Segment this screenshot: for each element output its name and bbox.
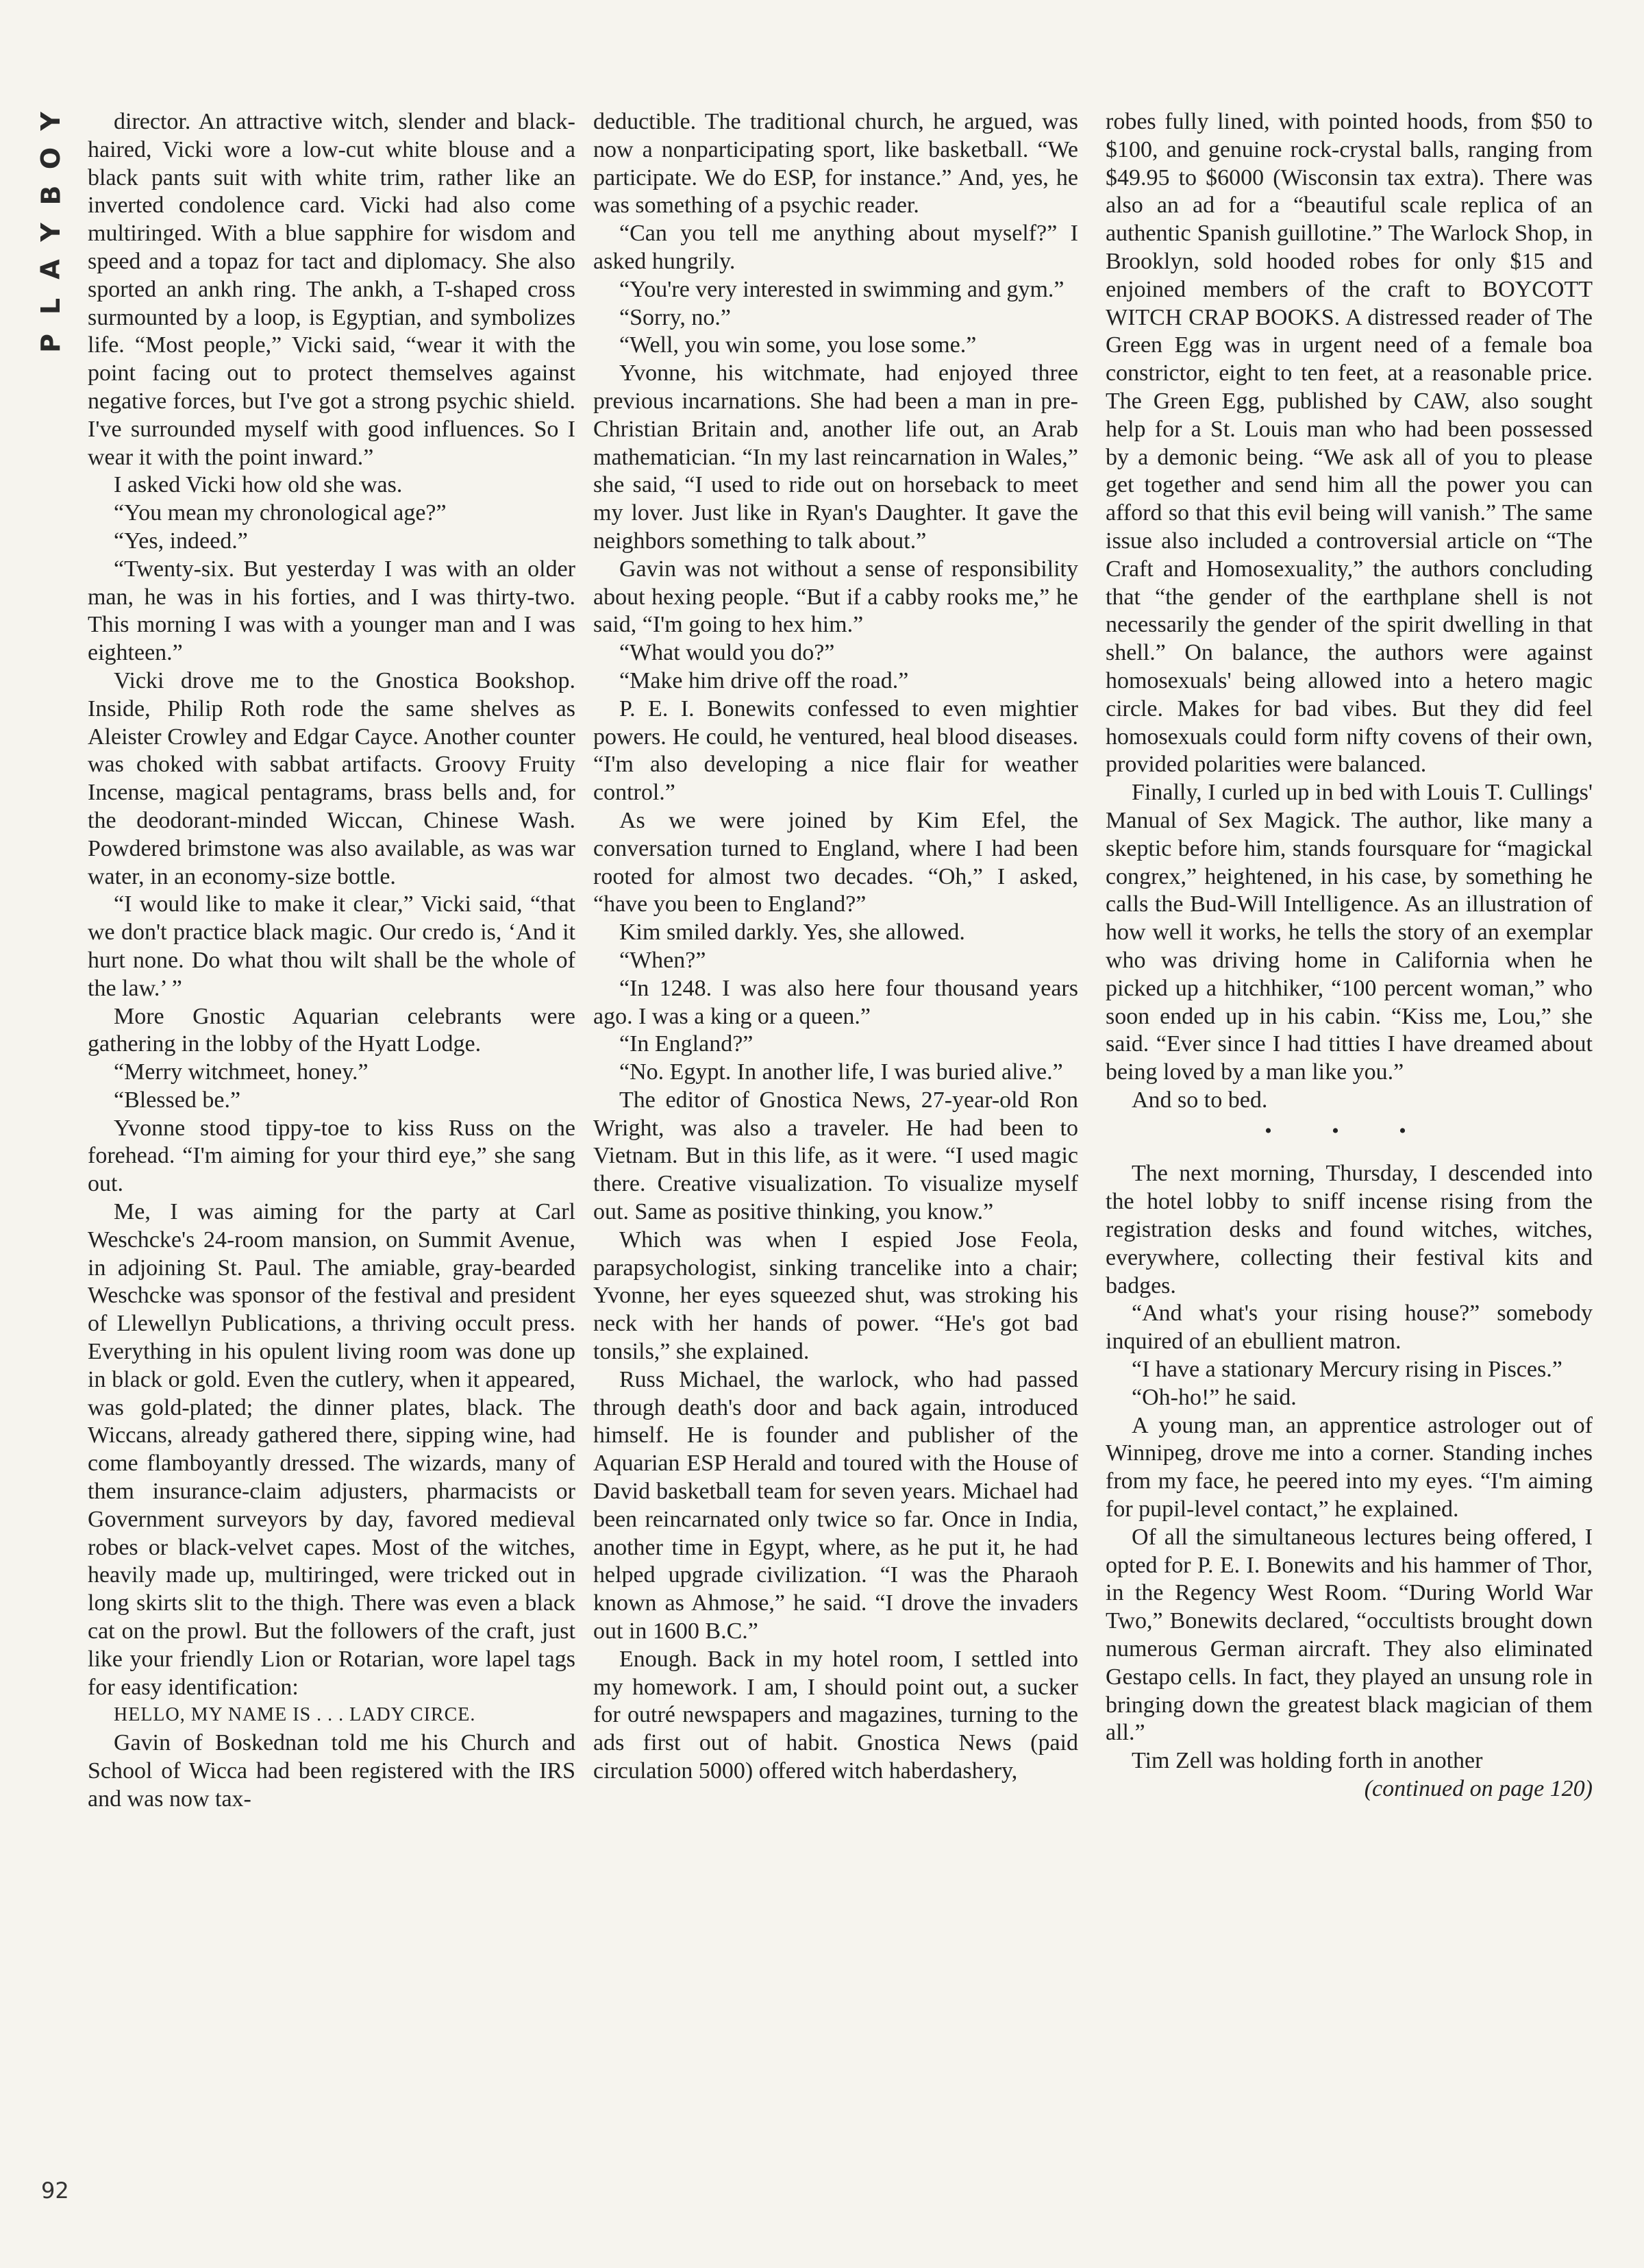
paragraph: “And what's your rising house?” somebody inquired of an ebullient matron. <box>1106 1301 1593 1355</box>
paragraph: director. An attractive witch, slender and black-haired, Vicki wore a low-cut white blouse and a black pants suit with white trim, rather like an inverted condolence card. Vicki had also come multiringed. With a blue sapphire for wisdom and speed and a topaz for tact and diplomacy. She also sported an ankh ring. The ankh, a T-shaped cross surmounted by a loop, is Egyptian, and symbolizes life. “Most people,” Vicki said, “wear it with the point facing out to protect themselves against negative forces, but I've got a strong psychic shield. I've surrounded myself with good influences. So I wear it with the point inward.” <box>88 109 575 470</box>
paragraph: “You mean my chronological age?” <box>114 500 447 526</box>
paragraph: “When?” <box>619 947 706 973</box>
paragraph: Yvonne, his witchmate, had enjoyed three previous incarnations. She had been a man in pre-Christian Britain and, another life out, an Arab mathematician. “In my last reincarnation in Wales,” she said, “I used to ride out on horseback to meet my lover. Just like in Ryan's Daughter. It gave the neighbors something to talk about.” <box>593 360 1078 554</box>
paragraph: Finally, I curled up in bed with Louis T. Cullings' Manual of Sex Magick. The author, like many a skeptic before him, stands foursquare for “magickal congrex,” heightened, in his case, by something he calls the Bud-Will Intelligence. As an illustration of how well it works, he tells the story of an exemplar who was driving home in California when he picked up a hitchhiker, “100 percent woman,” who soon ended up in his cabin. “Kiss me, Lou,” she said. “Ever since I had titties I have dreamed about being loved by a man like you.” <box>1106 780 1593 1085</box>
continued-note: (continued on page 120) <box>1364 1776 1593 1802</box>
paragraph: “Can you tell me anything about myself?” I asked hungrily. <box>593 221 1078 274</box>
section-break: • • • <box>1265 1119 1434 1142</box>
paragraph: More Gnostic Aquarian celebrants were gathering in the lobby of the Hyatt Lodge. <box>88 1003 575 1057</box>
paragraph: I asked Vicki how old she was. <box>114 472 403 498</box>
paragraph: Of all the simultaneous lectures being offered, I opted for P. E. I. Bonewits and his hammer of Thor, in the Regency West Room. “During World War Two,” Bonewits declared, “occultists brought down numerous German aircraft. They also eliminated Gestapo cells. In fact, they played an unsung role in bringing down the greatest black magician of them all.” <box>1106 1524 1593 1746</box>
paragraph: “In 1248. I was also here four thousand years ago. I was a king or a queen.” <box>593 975 1078 1029</box>
paragraph: “In England?” <box>619 1031 754 1057</box>
paragraph: And so to bed. <box>1132 1087 1268 1113</box>
paragraph: Tim Zell was holding forth in another <box>1132 1748 1483 1774</box>
paragraph: Russ Michael, the warlock, who had passed through death's door and back again, introduced himself. He is founder and publisher of the Aquarian ESP Herald and toured with the House of David basketball team for seven years. Michael had been reincarnated only twice so far. Once in India, another time in Egypt, where, as he put it, he had helped upgrade civilization. “I was the Pharaoh known as Ahmose,” he said. “I drove the invaders out in 1600 B.C.” <box>593 1366 1078 1644</box>
paragraph: “What would you do?” <box>619 640 835 666</box>
paragraph: deductible. The traditional church, he argued, was now a nonparticipating sport, like basketball. “We participate. We do ESP, for instance.” And, yes, he was something of a psychic reader. <box>593 109 1078 219</box>
paragraph: Gavin was not without a sense of responsibility about hexing people. “But if a cabby rooks me,” he said, “I'm going to hex him.” <box>593 556 1078 638</box>
masthead-vertical <box>37 103 64 362</box>
paragraph: Yvonne stood tippy-toe to kiss Russ on the forehead. “I'm aiming for your third eye,” she sang out. <box>88 1115 575 1197</box>
article-column-1 <box>88 108 575 1814</box>
paragraph: “Make him drive off the road.” <box>619 667 909 693</box>
paragraph: Gavin of Boskednan told me his Church and School of Wicca had been registered with the IRS and was now tax- <box>88 1730 575 1812</box>
paragraph: “Merry witchmeet, honey.” <box>114 1059 369 1085</box>
paragraph: “Oh-ho!” he said. <box>1132 1384 1297 1410</box>
masthead-letter: P <box>35 334 66 353</box>
masthead-letter: O <box>36 147 66 170</box>
paragraph: “You're very interested in swimming and gym.” <box>619 276 1064 302</box>
paragraph: Which was when I espied Jose Feola, parapsychologist, sinking trancelike into a chair; Yvonne, her eyes squeezed shut, was stroking his neck with her hands of power. “He's got bad tonsils,” she explained. <box>593 1227 1078 1365</box>
paragraph: HELLO, MY NAME IS . . . LADY CIRCE. <box>114 1704 476 1726</box>
paragraph: Vicki drove me to the Gnostica Bookshop. Inside, Philip Roth rode the same shelves as Aleister Crowley and Edgar Cayce. Another counter was choked with sabbat artifacts. Groovy Fruity Incense, magical pentagrams, brass bells and, for the deodorant-minded Wiccan, Chinese Wash. Powdered brimstone was also available, as was war water, in an economy-size bottle. <box>88 667 575 889</box>
paragraph: Me, I was aiming for the party at Carl Weschcke's 24-room mansion, on Summit Avenue, in adjoining St. Paul. The amiable, gray-bearded Weschcke was sponsor of the festival and president of Llewellyn Publications, a thriving occult press. Everything in his opulent living room was done up in black or gold. Even the cutlery, when it appeared, was gold-plated; the dinner plates, black. The Wiccans, already gathered there, sipping wine, had come flamboyantly dressed. The wizards, many of them insurance-claim adjusters, pharmacists or Government surveyors by day, favored medieval robes or black-velvet capes. Most of the witches, heavily made up, multiringed, were tricked out in long skirts slit to the thigh. There was even a black cat on the prowl. But the followers of the craft, just like your friendly Lion or Rotarian, wore lapel tags for easy identification: <box>88 1199 575 1700</box>
paragraph: A young man, an apprentice astrologer out of Winnipeg, drove me into a corner. Standing inches from my face, he peered into my eyes. “I'm aiming for pupil-level contact,” he explained. <box>1106 1412 1593 1523</box>
paragraph: “Blessed be.” <box>114 1087 241 1113</box>
paragraph: “Well, you win some, you lose some.” <box>619 332 977 358</box>
paragraph: P. E. I. Bonewits confessed to even mightier powers. He could, he ventured, heal blood diseases. “I'm also developing a nice flair for weather control.” <box>593 695 1078 806</box>
paragraph: The editor of Gnostica News, 27-year-old Ron Wright, was also a traveler. He had been to Vietnam. But in this life, as it were. “I used magic there. Creative visualization. To visualize myself out. Same as positive thinking, you know.” <box>593 1087 1078 1225</box>
masthead-letter: A <box>35 259 66 280</box>
page-number: 92 <box>41 2178 69 2204</box>
masthead-letter: Y <box>36 112 66 131</box>
paragraph: “I have a stationary Mercury rising in Pisces.” <box>1132 1357 1562 1383</box>
paragraph: Enough. Back in my hotel room, I settled into my homework. I am, I should point out, a sucker for outré newspapers and magazines, turning to the ads first out of habit. Gnostica News (paid circulation 5000) offered witch haberdashery, <box>593 1646 1078 1784</box>
paragraph: “No. Egypt. In another life, I was buried alive.” <box>619 1059 1063 1085</box>
paragraph: “Sorry, no.” <box>619 304 732 330</box>
paragraph: “I would like to make it clear,” Vicki said, “that we don't practice black magic. Our credo is, ‘And it hurt none. Do what thou wilt shall be the whole of the law.’ ” <box>88 891 575 1001</box>
masthead-letter: L <box>36 297 66 315</box>
article-column-3 <box>1106 108 1593 1803</box>
article-column-2 <box>593 108 1078 1786</box>
paragraph: “Yes, indeed.” <box>114 528 248 554</box>
masthead-letter: Y <box>36 223 66 242</box>
paragraph: As we were joined by Kim Efel, the conversation turned to England, where I had been rooted for almost two decades. “Oh,” I asked, “have you been to England?” <box>593 807 1078 917</box>
paragraph: The next morning, Thursday, I descended into the hotel lobby to sniff incense rising from the registration desks and found witches, witches, everywhere, collecting their festival kits and badges. <box>1106 1161 1593 1298</box>
paragraph: Kim smiled darkly. Yes, she allowed. <box>619 920 965 946</box>
masthead-letter: B <box>36 185 66 206</box>
paragraph: “Twenty-six. But yesterday I was with an older man, he was in his forties, and I was thirty-two. This morning I was with a younger man and I was eighteen.” <box>88 556 575 666</box>
paragraph: robes fully lined, with pointed hoods, from $50 to $100, and genuine rock-crystal balls, ranging from $49.95 to $6000 (Wisconsin tax extra). There was also an ad for a “beautiful scale replica of an authentic Spanish guillotine.” The Warlock Shop, in Brooklyn, sold hooded robes for only $15 and enjoined members of the craft to BOYCOTT WITCH CRAP BOOKS. A distressed reader of The Green Egg was in urgent need of a female boa constrictor, eight to ten feet, at a reasonable price. The Green Egg, published by CAW, also sought help for a St. Louis man who had been possessed by a demonic being. “We ask all of you to please get together and send him all the power you can afford so that this evil being will vanish.” The same issue also included a controversial article on “The Craft and Homosexuality,” the authors concluding that “the gender of the earthplane shell is not necessarily the gender of the spirit dwelling in that shell.” On balance, the authors were against homosexuals' being allowed into a hetero magic circle. Makes for bad vibes. But they did feel homosexuals could form nifty covens of their own, provided polarities were balanced. <box>1106 109 1593 778</box>
